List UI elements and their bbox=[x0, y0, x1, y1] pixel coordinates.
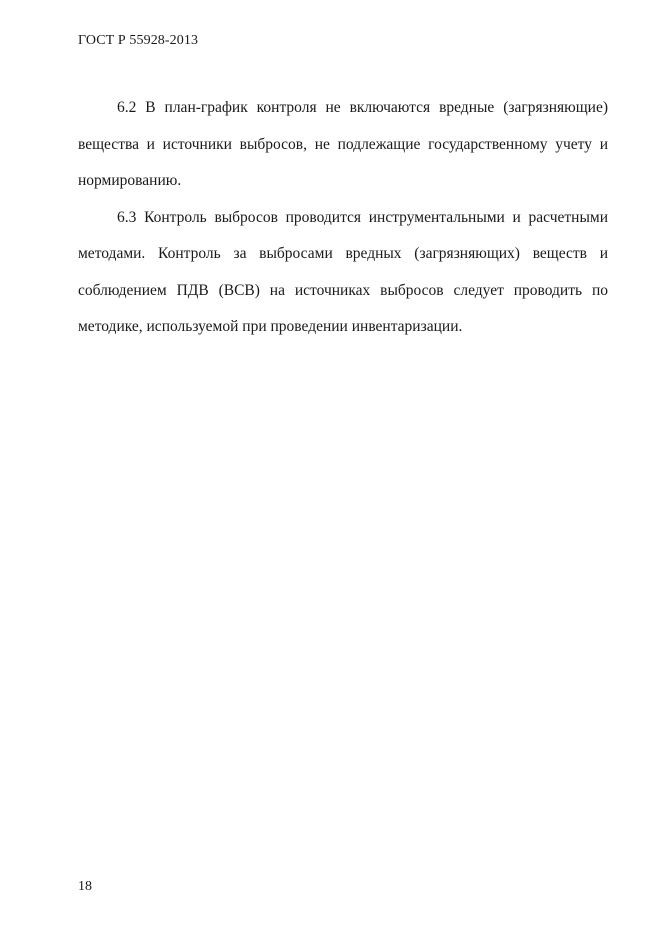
paragraph-6-2: 6.2 В план-график контроля не включаются вредные (загрязняющие) вещества и источники выбросов, не подлежащие государственному учету и нормированию. bbox=[78, 99, 608, 189]
document-header: ГОСТ Р 55928-2013 bbox=[78, 33, 199, 48]
page-number: 18 bbox=[78, 879, 92, 894]
paragraph-6-3: 6.3 Контроль выбросов проводится инструментальными и расчетными методами. Контроль за выбросами вредных (загрязняющих) веществ и соблюдением ПДВ (ВСВ) на источниках выбросов следует проводить по методике, используемой при проведении инвентаризации. bbox=[78, 208, 608, 335]
document-body bbox=[78, 90, 608, 346]
